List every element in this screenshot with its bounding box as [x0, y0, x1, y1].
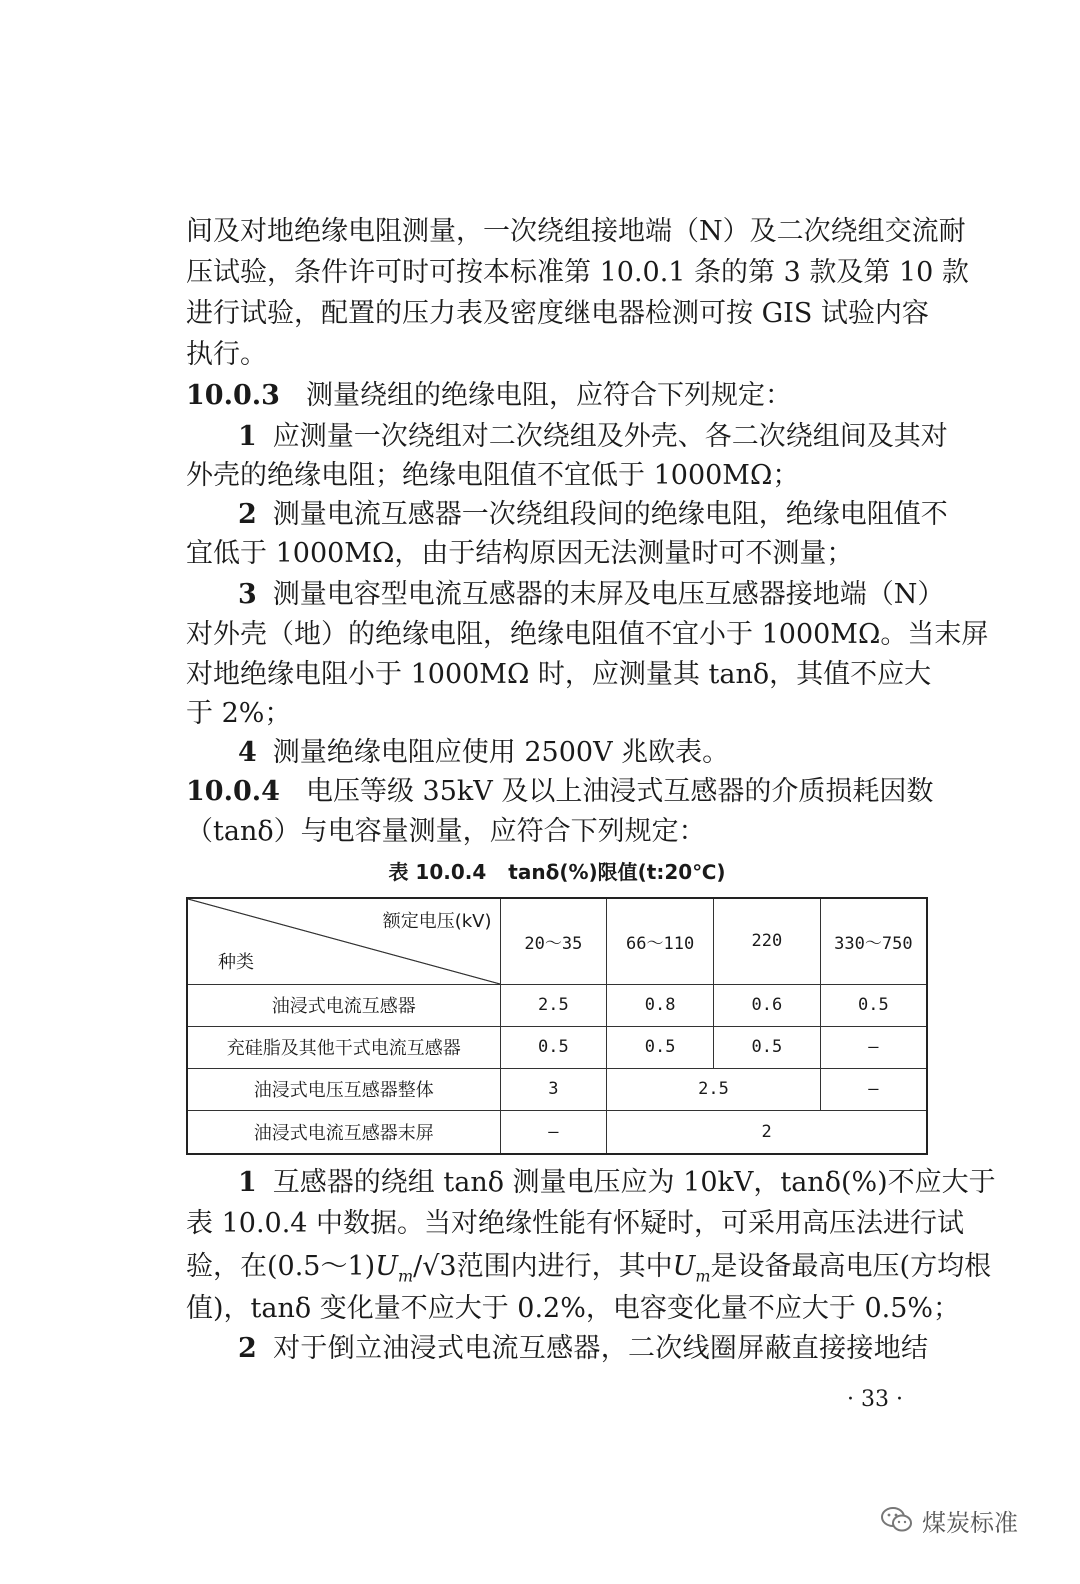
- table-row: [187, 984, 927, 1026]
- text-line: 值)，tanδ 变化量不应大于 0.2%，电容变化量不应大于 0.5%；: [186, 1293, 961, 1324]
- watermark-text: 煤炭标准: [922, 1508, 1018, 1537]
- table-caption-number: 表 10.0.4: [388, 860, 487, 884]
- item-text: 测量绝缘电阻应使用 2500V 兆欧表。: [272, 737, 730, 768]
- text-fragment: 范围内进行，其中: [456, 1251, 673, 1282]
- list-item: [238, 1163, 996, 1203]
- column-header: 220: [713, 898, 820, 984]
- list-item: [238, 495, 948, 535]
- text-line: （tanδ）与电容量测量，应符合下列规定：: [186, 816, 706, 847]
- table-row: [187, 1110, 927, 1154]
- text-fragment: 是设备最高电压(方均根: [710, 1251, 992, 1282]
- column-header: 330～750: [820, 898, 927, 984]
- text-line: 外壳的绝缘电阻；绝缘电阻值不宜低于 1000MΩ；: [186, 460, 800, 491]
- item-text: 应测量一次绕组对二次绕组及外壳、各二次绕组间及其对: [272, 421, 948, 452]
- table-cell: 0.8: [607, 984, 714, 1026]
- text-line: 对外壳（地）的绝缘电阻，绝缘电阻值不宜小于 1000MΩ。当末屏: [186, 619, 989, 650]
- table-cell: 0.6: [713, 984, 820, 1026]
- item-text: 测量电容型电流互感器的末屏及电压互感器接地端（N）: [272, 579, 945, 610]
- table-cell: —: [500, 1110, 607, 1154]
- tan-delta-limit-table: [186, 897, 928, 1155]
- item-text: 对于倒立油浸式电流互感器，二次线圈屏蔽直接接地结: [272, 1333, 928, 1364]
- watermark: [880, 1500, 1018, 1540]
- list-item: [238, 575, 945, 615]
- table-cell: 0.5: [500, 1026, 607, 1068]
- table-cell: 2: [607, 1110, 927, 1154]
- table-diagonal-header: [187, 898, 500, 984]
- section-title: 电压等级 35kV 及以上油浸式互感器的介质损耗因数: [305, 776, 934, 807]
- section-number: 10.0.3: [186, 380, 280, 411]
- text-line: 间及对地绝缘电阻测量，一次绕组接地端（N）及二次绕组交流耐: [186, 216, 966, 247]
- row-label: 油浸式电流互感器末屏: [187, 1110, 500, 1154]
- table-cell: 3: [500, 1068, 607, 1110]
- item-number: 2: [238, 1333, 257, 1364]
- text-fragment: 验，在(0.5～1): [186, 1251, 376, 1282]
- item-text: 互感器的绕组 tanδ 测量电压应为 10kV，tanδ(%)不应大于: [272, 1167, 996, 1198]
- section-number: 10.0.4: [186, 776, 280, 807]
- formula-um-over-sqrt3: $U_m$: [375, 1251, 414, 1286]
- row-label: 油浸式电流互感器: [187, 984, 500, 1026]
- list-item: [238, 1329, 928, 1369]
- table-cell: 2.5: [607, 1068, 820, 1110]
- item-number: 2: [238, 499, 257, 530]
- item-number: 4: [238, 737, 257, 768]
- table-caption: [186, 855, 928, 889]
- section-10-0-4: [186, 772, 934, 812]
- text-line: 压试验，条件许可时可按本标准第 10.0.1 条的第 3 款及第 10 款: [186, 257, 969, 288]
- text-line: 对地绝缘电阻小于 1000MΩ 时，应测量其 tanδ，其值不应大: [186, 659, 932, 690]
- item-text: 测量电流互感器一次绕组段间的绝缘电阻，绝缘电阻值不: [272, 499, 948, 530]
- table-cell: 0.5: [820, 984, 927, 1026]
- text-line: 宜低于 1000MΩ，由于结构原因无法测量时可不测量；: [186, 538, 854, 569]
- header-rated-voltage: 额定电压(kV): [382, 911, 492, 932]
- item-number: 1: [238, 1167, 257, 1198]
- table-row: [187, 1026, 927, 1068]
- section-10-0-3: [186, 376, 928, 416]
- section-title: 测量绕组的绝缘电阻，应符合下列规定：: [305, 380, 792, 411]
- text-line: 于 2%；: [186, 698, 292, 729]
- page-number: · 33 ·: [847, 1387, 903, 1412]
- item-number: 3: [238, 579, 257, 610]
- formula-um: $U_m$: [672, 1251, 711, 1286]
- wechat-icon: [880, 1505, 914, 1535]
- text-line: 执行。: [186, 339, 267, 370]
- table-cell: 0.5: [713, 1026, 820, 1068]
- table-header-row: [187, 898, 927, 984]
- header-kind: 种类: [218, 951, 254, 973]
- table-cell: —: [820, 1026, 927, 1068]
- table-caption-text: tanδ(%)限值(t:20℃): [508, 860, 726, 884]
- column-header: 20～35: [500, 898, 607, 984]
- row-label: 油浸式电压互感器整体: [187, 1068, 500, 1110]
- text-line-formula: 验，在$(0.5\sim 1)U_m/√3$范围内进行，其中$U_m$是设备最高电压(方均根: [186, 1251, 992, 1286]
- text-line: 表 10.0.4 中数据。当对绝缘性能有怀疑时，可采用高压法进行试: [186, 1208, 965, 1239]
- item-number: 1: [238, 421, 257, 452]
- list-item: [238, 417, 948, 457]
- table-cell: 0.5: [607, 1026, 714, 1068]
- text-line: 进行试验，配置的压力表及密度继电器检测可按 GIS 试验内容: [186, 298, 929, 329]
- table-cell: 2.5: [500, 984, 607, 1026]
- list-item: [238, 733, 928, 773]
- table-row: [187, 1068, 927, 1110]
- table-cell: —: [820, 1068, 927, 1110]
- row-label: 充硅脂及其他干式电流互感器: [187, 1026, 500, 1068]
- column-header: 66～110: [607, 898, 714, 984]
